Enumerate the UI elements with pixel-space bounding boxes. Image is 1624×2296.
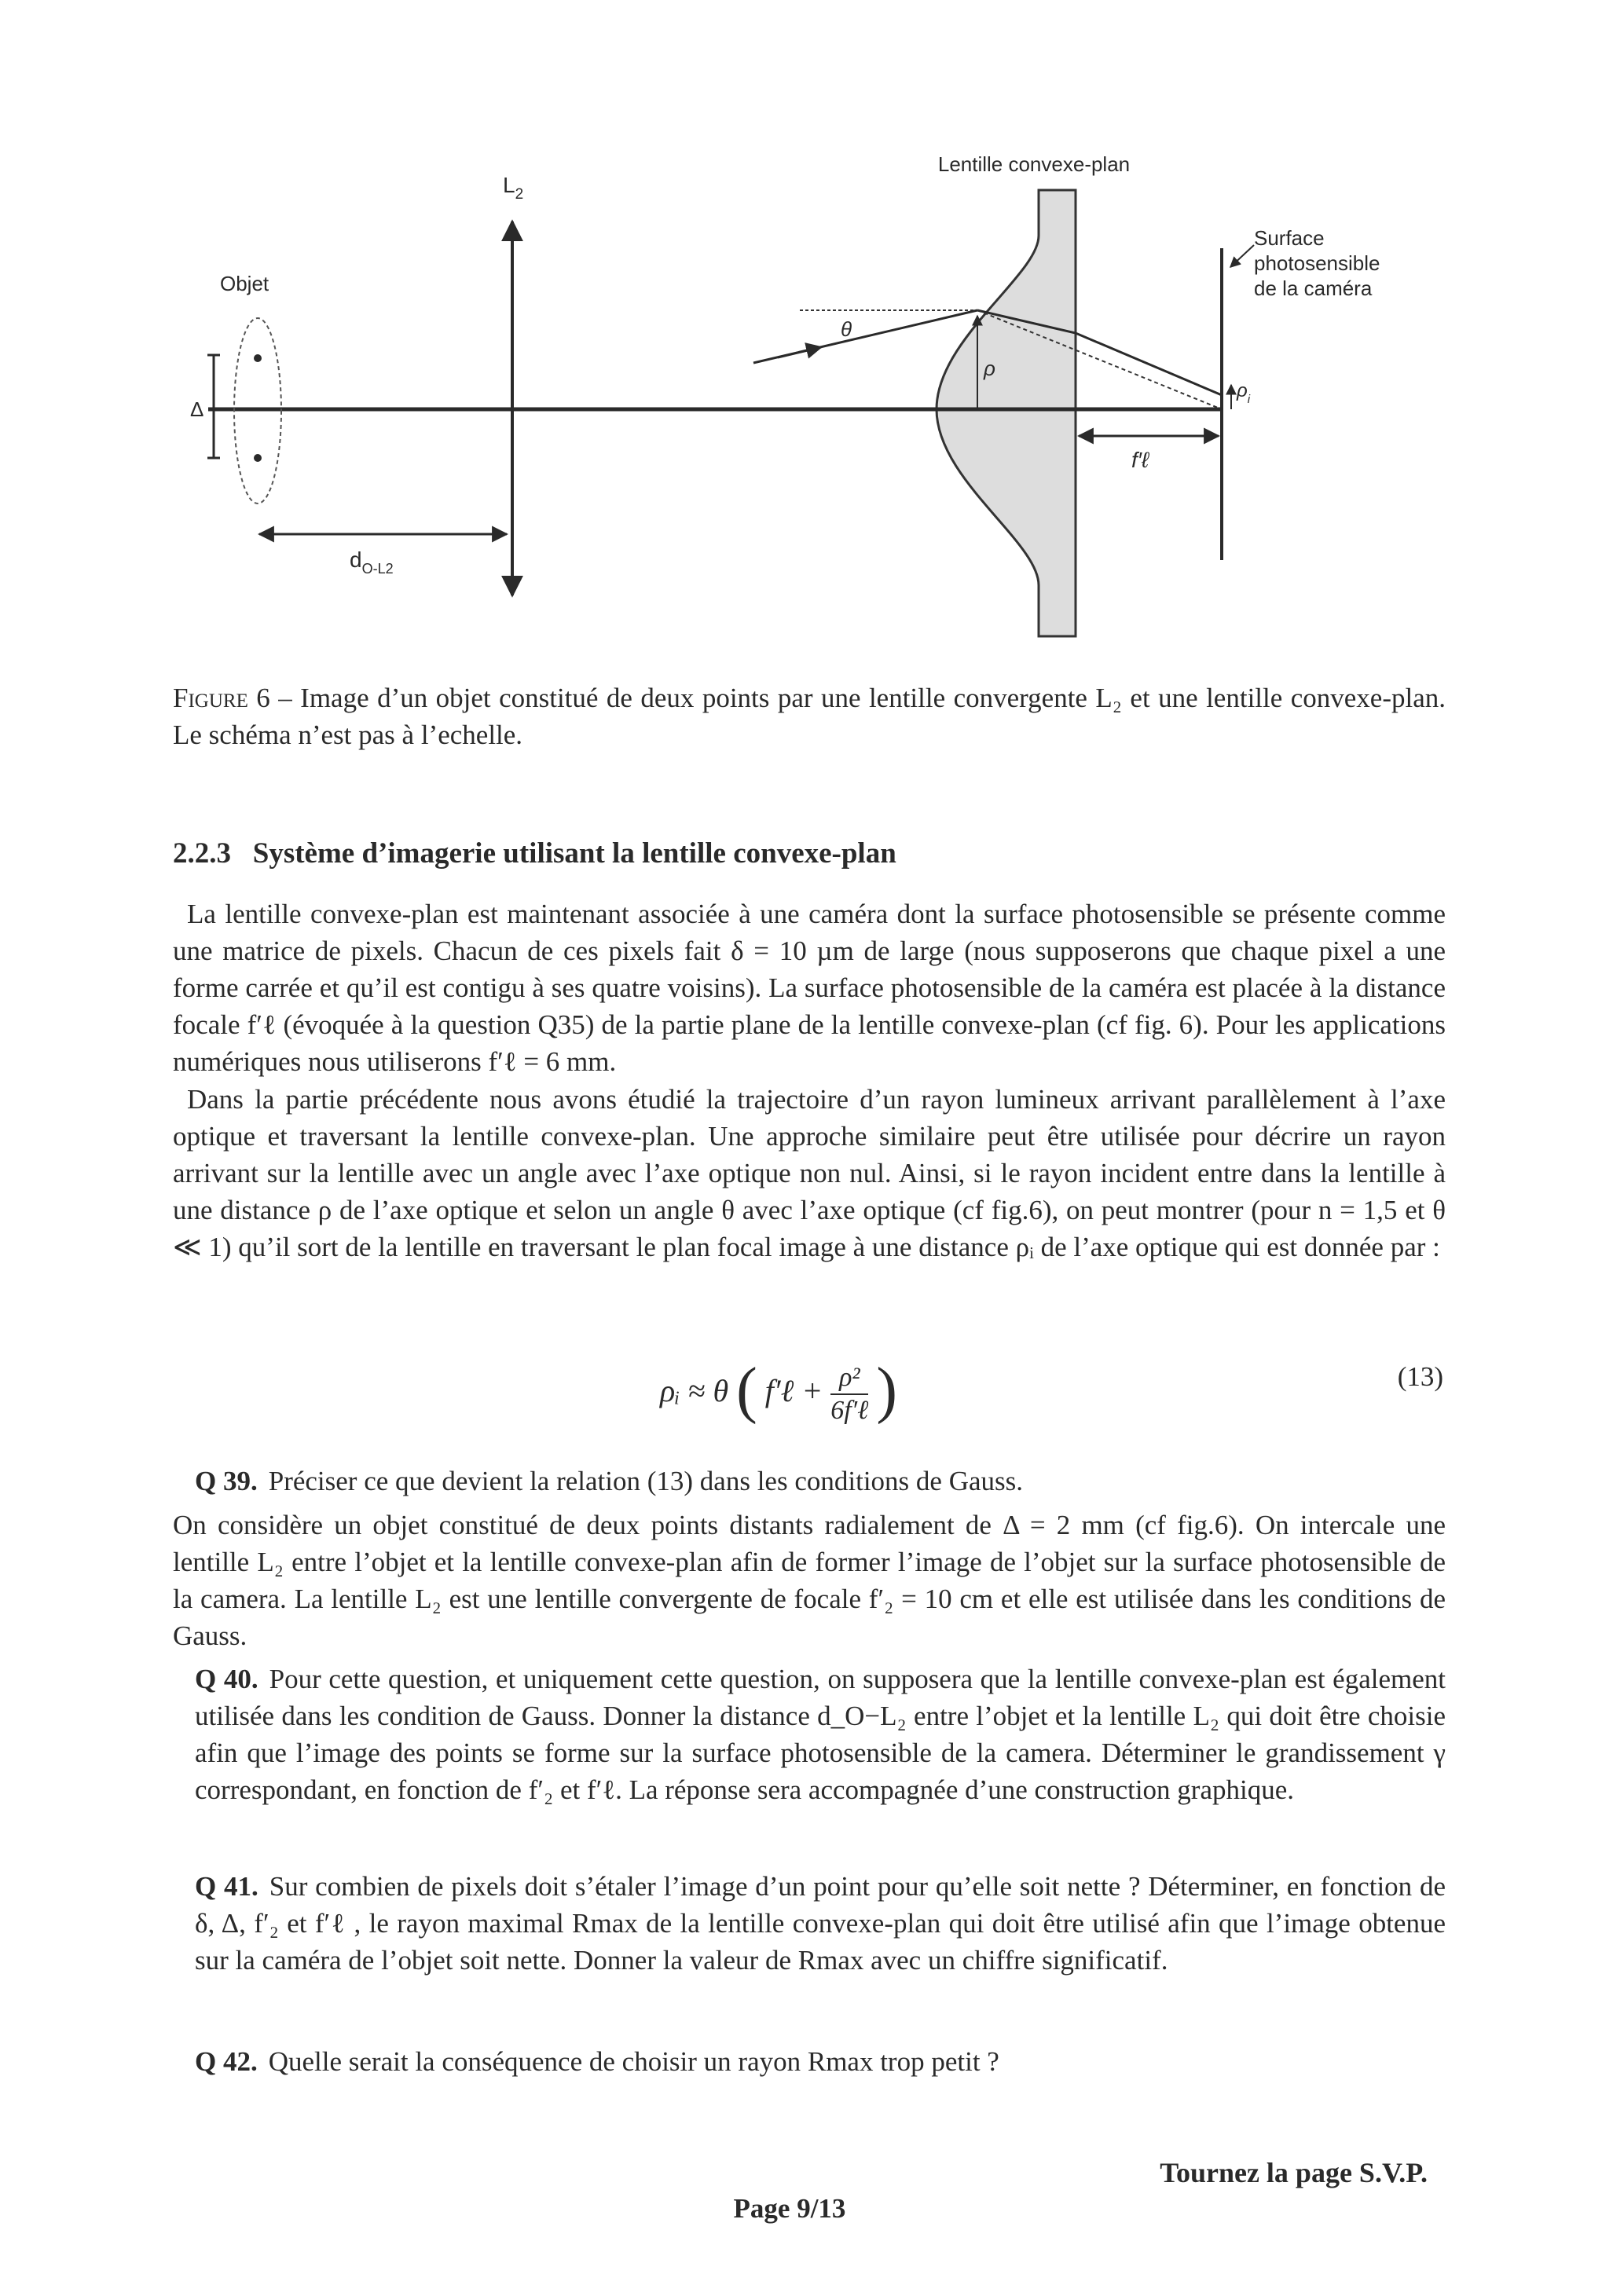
figure-caption [173, 679, 1446, 753]
label-theta: θ [841, 317, 852, 341]
paragraph-1: La lentille convexe-plan est maintenant associée à une caméra dont la surface photosensible se présente comme une matrice de pixels. Chacun de ces pixels fait δ = 10 µm de large (nous supposerons que chaque pixel a une forme carrée et qu’il est contigu à ses quatre voisins). La surface photosensible de la caméra est placée à la distance focale f′ℓ (évoquée à la question Q35) de la partie plane de la lentille convexe-plan (cf fig. 6). Pour les applications numériques nous utiliserons f′ℓ = 6 mm. [173, 899, 1446, 1077]
paragraph-2: Dans la partie précédente nous avons étudié la trajectoire d’un rayon lumineux arrivant parallèlement à l’axe optique et traversant la lentille convexe-plan. Une approche similaire peut être utilisée pour décrire un rayon arrivant sur la lentille avec un angle avec l’axe optique non nul. Ainsi, si le rayon incident entre dans la lentille à une distance ρ de l’axe optique et selon un angle θ avec l’axe optique (cf fig.6), on peut montrer (pour n = 1,5 et θ ≪ 1) qu’il sort de la lentille en traversant le plan focal image à une distance ρᵢ de l’axe optique qui est donnée par : [173, 1084, 1446, 1262]
label-d-OL2: $d_{O-L2}$ [350, 547, 394, 577]
question-41: Q 41. Sur combien de pixels doit s’étaler l’image d’un point pour qu’elle soit nette ? Déterminer, en fonction de δ, Δ, f′₂ et f′ℓ , le rayon maximal Rmax de la lentille convexe-plan qui doit être utilisé afin que l’image obtenue sur la caméra de l’objet soit nette. Donner la valeur de Rmax avec un chiffre significatif. [195, 1871, 1446, 1976]
section-heading: 2.2.3 Système d’imagerie utilisant la lentille convexe-plan [173, 837, 896, 870]
object-point-bottom [254, 454, 262, 462]
label-delta: Δ [190, 397, 204, 421]
convex-plan-lens [937, 190, 1076, 636]
context-paragraph: On considère un objet constitué de deux points distants radialement de Δ = 2 mm (cf fig.6). On intercale une lentille L₂ entre l’objet et la lentille convexe-plan afin de former l’image de l’objet sur la surface photosensible de la camera. La lentille L₂ est une lentille convergente de focale f′₂ = 10 cm et elle est utilisée dans les conditions de Gauss. [173, 1510, 1446, 1651]
equation-13 [0, 1339, 1624, 1425]
incident-ray-arrow [778, 347, 821, 357]
label-lens: Lentille convexe-plan [937, 152, 1131, 176]
delta-bar [207, 355, 220, 458]
label-L2: $L_2$ [503, 173, 524, 203]
label-f-prime: f′ℓ [1131, 448, 1149, 472]
label-rhoi: $\rho_i$ [1237, 380, 1251, 406]
caption-text: – Image d’un objet constitué de deux points par une lentille convergente L₂ et une lentille convexe-plan. Le schéma n’est pas à l’echelle. [173, 683, 1446, 750]
equation-formula: ρᵢ ≈ θ ( f′ℓ + ρ² 6f′ℓ ) [660, 1356, 897, 1425]
label-objet: Objet [220, 272, 269, 295]
caption-prefix: Figure 6 [173, 683, 270, 713]
page-number: Page 9/13 [733, 2193, 846, 2224]
turn-page-note: Tournez la page S.V.P. [1160, 2157, 1428, 2188]
equation-number: (13) [1397, 1361, 1443, 1392]
question-40: Q 40. Pour cette question, et uniquement cette question, on supposera que la lentille convexe-plan est également utilisée dans les condition de Gauss. Donner la distance d_O−L₂ entre l’objet et la lentille L₂ qui doit être choisie afin que l’image des points se forme sur la surface photosensible de la camera. Déterminer le grandissement γ correspondant, en fonction de f′₂ et f′ℓ. La réponse sera accompagnée d’une construction graphique. [195, 1664, 1446, 1805]
figure-6-diagram [0, 0, 1624, 660]
surface-pointer-arrow [1230, 245, 1254, 267]
object-point-top [254, 354, 262, 362]
label-surface: Surface photosensible de la caméra [1254, 226, 1380, 300]
question-42: Q 42. Quelle serait la conséquence de choisir un rayon Rmax trop petit ? [195, 2046, 999, 2077]
question-39: Q 39. Préciser ce que devient la relation (13) dans les conditions de Gauss. [195, 1466, 1023, 1496]
label-rho: ρ [984, 357, 995, 380]
